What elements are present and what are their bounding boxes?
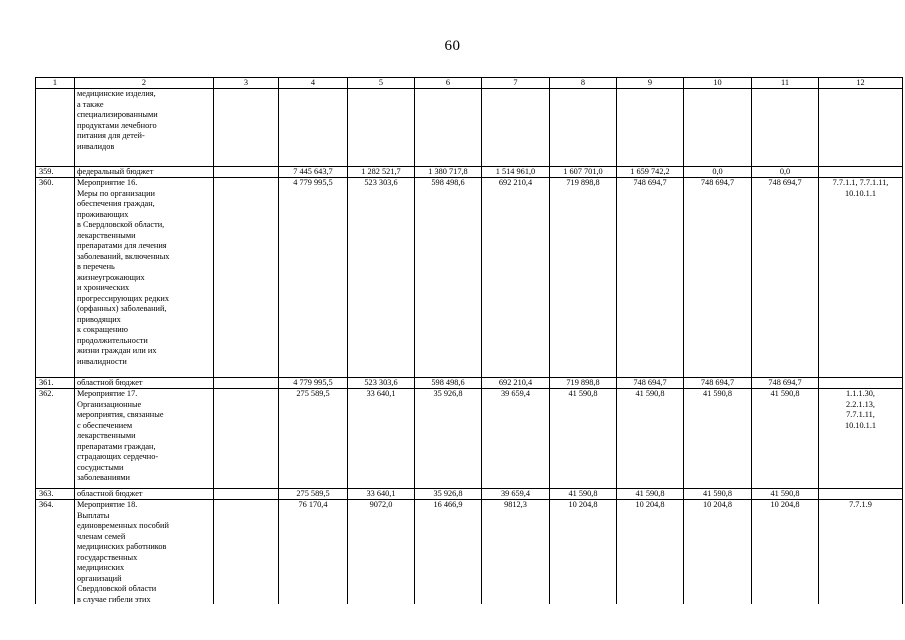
value-year: [348, 89, 415, 167]
row-column-3: [214, 389, 279, 489]
value-year: 692 210,4: [482, 178, 550, 378]
table-row: [36, 378, 903, 389]
value-year: 41 590,8: [684, 389, 752, 489]
row-column-3: [214, 178, 279, 378]
value-year: 16 466,9: [415, 500, 482, 620]
row-description: медицинские изделия, а также специализированными продуктами лечебного питания для детей- инвалидов: [75, 89, 214, 167]
column-header: 2: [75, 78, 214, 89]
value-total: 76 170,4: [279, 500, 348, 620]
table-row: [36, 489, 903, 500]
target-indicators: [819, 89, 903, 167]
row-number: 361.: [36, 378, 75, 389]
value-year: 719 898,8: [550, 178, 617, 378]
value-year: 39 659,4: [482, 389, 550, 489]
table-row: [36, 167, 903, 178]
column-header: 11: [752, 78, 819, 89]
value-year: 748 694,7: [684, 178, 752, 378]
value-year: 748 694,7: [617, 178, 684, 378]
column-header: 9: [617, 78, 684, 89]
column-header: 4: [279, 78, 348, 89]
column-header: 1: [36, 78, 75, 89]
column-header: 5: [348, 78, 415, 89]
column-header: 6: [415, 78, 482, 89]
row-description: Мероприятие 17. Организационные мероприятия, связанные с обеспечением лекарственными препаратами граждан, страдающих сердечно- сосудистыми заболеваниями: [75, 389, 214, 489]
value-year: 41 590,8: [752, 389, 819, 489]
value-year: 1 659 742,2: [617, 167, 684, 178]
value-total: 4 779 995,5: [279, 178, 348, 378]
value-year: 748 694,7: [684, 378, 752, 389]
value-year: 0,0: [752, 167, 819, 178]
row-number: [36, 89, 75, 167]
value-year: 10 204,8: [617, 500, 684, 620]
value-year: 41 590,8: [550, 489, 617, 500]
value-year: 41 590,8: [617, 389, 684, 489]
value-year: [482, 89, 550, 167]
value-year: 523 303,6: [348, 378, 415, 389]
row-column-3: [214, 167, 279, 178]
value-year: 719 898,8: [550, 378, 617, 389]
page-number: 60: [444, 38, 461, 54]
row-column-3: [214, 500, 279, 620]
value-year: 35 926,8: [415, 389, 482, 489]
value-year: [684, 89, 752, 167]
value-year: 598 498,6: [415, 178, 482, 378]
value-year: [415, 89, 482, 167]
table-row: [36, 389, 903, 489]
row-number: 359.: [36, 167, 75, 178]
value-year: [617, 89, 684, 167]
page-bottom-margin: [0, 604, 905, 640]
target-indicators: [819, 489, 903, 500]
target-indicators: 1.1.1.30, 2.2.1.13, 7.7.1.11, 10.10.1.1: [819, 389, 903, 489]
value-year: 1 607 701,0: [550, 167, 617, 178]
row-number: 363.: [36, 489, 75, 500]
value-year: 10 204,8: [752, 500, 819, 620]
row-description: Мероприятие 18. Выплаты единовременных пособий членам семей медицинских работников государственных медицинских организаций Свердловской области в случае гибели этих: [75, 500, 214, 620]
value-year: 748 694,7: [617, 378, 684, 389]
column-header: 7: [482, 78, 550, 89]
value-year: 35 926,8: [415, 489, 482, 500]
column-header: 8: [550, 78, 617, 89]
value-year: 41 590,8: [550, 389, 617, 489]
value-year: 598 498,6: [415, 378, 482, 389]
target-indicators: 7.7.1.9: [819, 500, 903, 620]
value-year: [550, 89, 617, 167]
column-header: 10: [684, 78, 752, 89]
value-year: 9812,3: [482, 500, 550, 620]
row-number: 362.: [36, 389, 75, 489]
target-indicators: 7.7.1.1, 7.7.1.11, 10.10.1.1: [819, 178, 903, 378]
row-number: 364.: [36, 500, 75, 620]
row-number: 360.: [36, 178, 75, 378]
column-header: 12: [819, 78, 903, 89]
value-total: 275 589,5: [279, 389, 348, 489]
target-indicators: [819, 378, 903, 389]
value-year: 9072,0: [348, 500, 415, 620]
value-year: 33 640,1: [348, 489, 415, 500]
value-year: 0,0: [684, 167, 752, 178]
value-year: 748 694,7: [752, 178, 819, 378]
row-description: федеральный бюджет: [75, 167, 214, 178]
value-year: 41 590,8: [684, 489, 752, 500]
table-row: [36, 178, 903, 378]
value-year: [752, 89, 819, 167]
value-year: 39 659,4: [482, 489, 550, 500]
value-total: 7 445 643,7: [279, 167, 348, 178]
row-description: областной бюджет: [75, 378, 214, 389]
table-row: [36, 500, 903, 620]
value-year: 41 590,8: [617, 489, 684, 500]
row-description: Мероприятие 16. Меры по организации обеспечения граждан, проживающих в Свердловской области, лекарственными препаратами для лечения заболеваний, включенных в перечень жизнеугрожающих и хронических прогрессирующих редких (орфанных) заболеваний, приводящих к сокращению продолжительности жизни граждан или их инвалидности: [75, 178, 214, 378]
value-total: [279, 89, 348, 167]
value-year: 692 210,4: [482, 378, 550, 389]
value-year: 523 303,6: [348, 178, 415, 378]
value-total: 4 779 995,5: [279, 378, 348, 389]
column-header: 3: [214, 78, 279, 89]
column-number-row: [36, 78, 903, 89]
value-year: 10 204,8: [550, 500, 617, 620]
target-indicators: [819, 167, 903, 178]
value-year: 748 694,7: [752, 378, 819, 389]
value-year: 10 204,8: [684, 500, 752, 620]
row-column-3: [214, 489, 279, 500]
value-year: 33 640,1: [348, 389, 415, 489]
value-year: 1 282 521,7: [348, 167, 415, 178]
row-description: областной бюджет: [75, 489, 214, 500]
row-column-3: [214, 378, 279, 389]
table-row: [36, 89, 903, 167]
program-table: [35, 77, 903, 620]
value-year: 1 380 717,8: [415, 167, 482, 178]
value-year: 1 514 961,0: [482, 167, 550, 178]
row-column-3: [214, 89, 279, 167]
value-year: 41 590,8: [752, 489, 819, 500]
value-total: 275 589,5: [279, 489, 348, 500]
